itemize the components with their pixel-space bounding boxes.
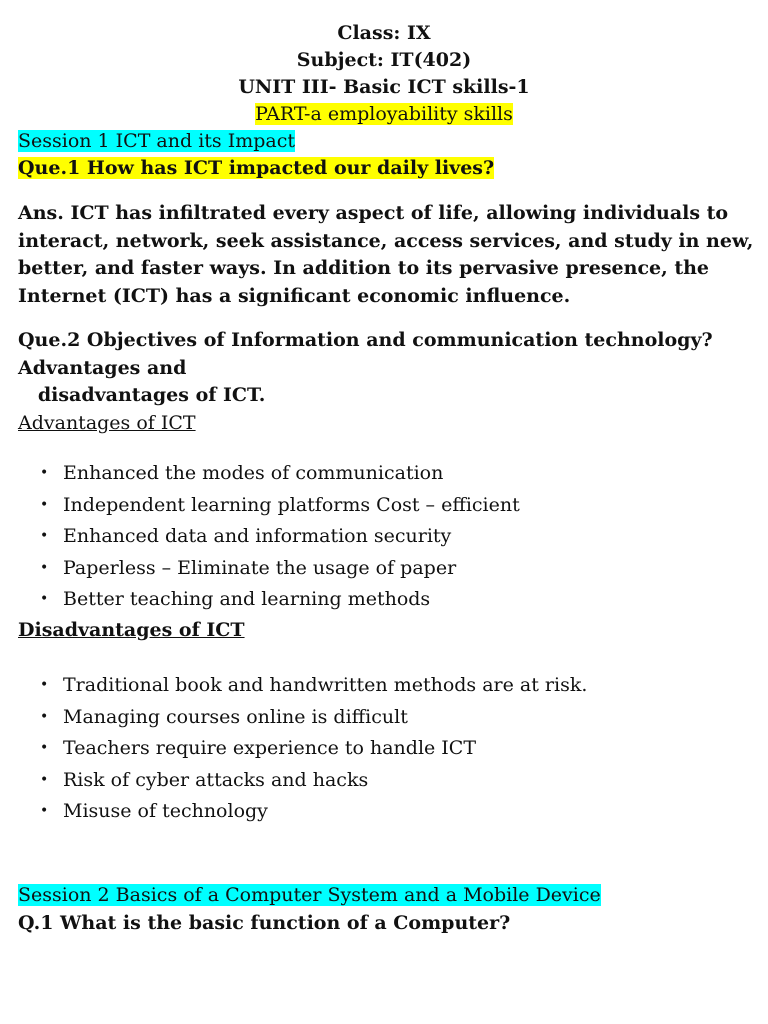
list-item: • Teachers require experience to handle ICT	[40, 737, 477, 759]
bullet-icon: •	[40, 591, 49, 607]
answer-line: Ans. ICT has infiltrated every aspect of life, allowing individuals to	[18, 202, 729, 224]
bullet-icon: •	[40, 708, 49, 725]
part-highlight: PART-a employability skills	[255, 103, 513, 125]
class-line: Class: IX	[337, 22, 431, 44]
bullet-icon: •	[40, 740, 49, 756]
advantages-list	[0, 460, 520, 618]
question-2-line: disadvantages of ICT.	[18, 384, 266, 406]
question-1	[18, 155, 494, 181]
answer-line: Internet (ICT) has a significant economic influence.	[18, 285, 571, 307]
disadvantages-list	[0, 672, 587, 830]
question-1-highlight: Que.1 How has ICT impacted our daily lives?	[18, 157, 495, 179]
bullet-icon: •	[40, 803, 49, 819]
session2-title	[18, 882, 601, 908]
session1-highlight: Session 1 ICT and its Impact	[18, 130, 295, 152]
disadvantages-heading: Disadvantages of ICT	[18, 619, 245, 641]
bullet-icon: •	[40, 677, 49, 693]
list-item: • Enhanced data and information security	[40, 525, 452, 547]
answer-line: better, and faster ways. In addition to its pervasive presence, the	[18, 257, 710, 279]
bullet-icon: •	[40, 528, 49, 544]
list-item: • Paperless – Eliminate the usage of paper	[40, 556, 457, 579]
unit-line: UNIT III- Basic ICT skills-1	[238, 76, 530, 98]
bullet-icon: •	[40, 559, 49, 576]
question-2-line: Que.2 Objectives of Information and communication technology?	[18, 329, 713, 351]
list-item: • Traditional book and handwritten methods are at risk.	[40, 674, 588, 696]
session1-title	[18, 128, 295, 154]
list-item: • Misuse of technology	[40, 800, 268, 822]
bullet-icon: •	[40, 771, 49, 788]
subject-line: Subject: IT(402)	[296, 49, 472, 71]
list-item: • Managing courses online is difficult	[40, 705, 408, 728]
question-2-line: Advantages and	[18, 357, 187, 379]
part-line	[0, 101, 768, 127]
session2-question-1: Q.1 What is the basic function of a Computer?	[18, 912, 511, 934]
bullet-icon: •	[40, 465, 49, 481]
list-item: • Risk of cyber attacks and hacks	[40, 768, 369, 791]
advantages-heading: Advantages of ICT	[18, 412, 196, 434]
list-item: • Enhanced the modes of communication	[40, 462, 444, 484]
list-item: • Better teaching and learning methods	[40, 588, 431, 610]
list-item: • Independent learning platforms Cost – efficient	[40, 493, 520, 516]
session2-highlight: Session 2 Basics of a Computer System and a Mobile Device	[18, 884, 601, 906]
answer-line: interact, network, seek assistance, access services, and study in new,	[18, 230, 754, 252]
bullet-icon: •	[40, 496, 49, 513]
